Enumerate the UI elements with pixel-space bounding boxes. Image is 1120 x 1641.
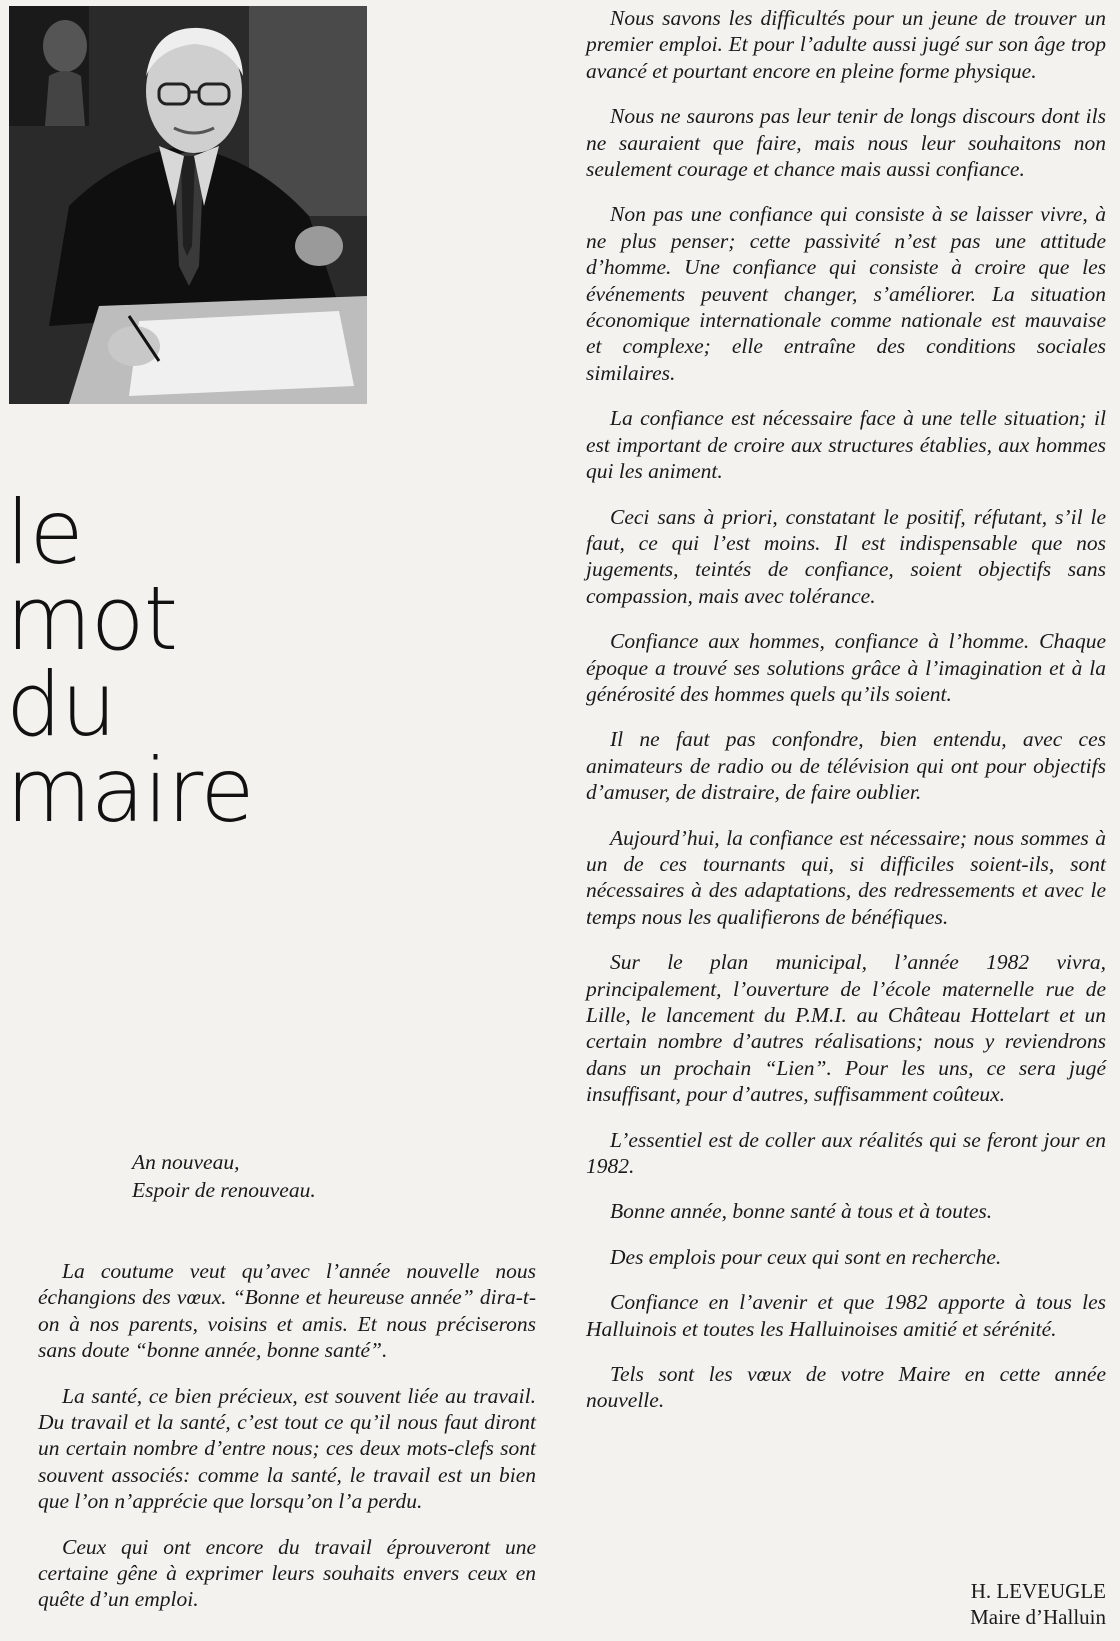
signature-name: H. LEVEUGLE	[970, 1579, 1106, 1603]
title-line: mot	[6, 567, 178, 670]
title-line: le	[6, 481, 83, 584]
paragraph: La coutume veut qu’avec l’année nouvelle nous échangions des vœux. “Bonne et heureuse année” dira-t-on à nos parents, voisins et amis. Et nous préciserons sans doute “bonne année, bonne santé”.	[38, 1259, 536, 1363]
paragraph: Des emplois pour ceux qui sont en recherche.	[610, 1244, 1002, 1269]
paragraph: Sur le plan municipal, l’année 1982 vivra, principalement, l’ouverture de l’école maternelle rue de Lille, le lancement du P.M.I. au Château Hottelart et un certain nombre d’autres réalisations; nous y reviendrons dans un prochain “Lien”. Pour les uns, ce sera jugé insuffisant, pour d’autres, suffisamment coûteux.	[586, 950, 1106, 1107]
epigraph-line: Espoir de renouveau.	[132, 1178, 316, 1202]
paragraph: Aujourd’hui, la confiance est nécessaire; nous sommes à un de ces tournants qui, si difficiles soient-ils, sont nécessaires à des adaptations, des redressements et avec le temps nous les qualifierons de bénéfiques.	[586, 825, 1106, 929]
signature-role: Maire d’Halluin	[970, 1605, 1106, 1629]
epigraph	[132, 1148, 316, 1204]
paragraph: Ceux qui ont encore du travail éprouveront une certaine gêne à exprimer leurs souhaits envers ceux en quête d’un emploi.	[38, 1534, 536, 1612]
signature-block	[970, 1578, 1106, 1630]
title-line: maire	[6, 739, 254, 842]
paragraph: La confiance est nécessaire face à une telle situation; il est important de croire aux structures établies, aux hommes qui les animent.	[586, 406, 1106, 484]
portrait-illustration	[9, 6, 367, 404]
paragraph: La santé, ce bien précieux, est souvent liée au travail. Du travail et la santé, c’est tout ce qu’il nous faut diront un certain nombre d’entre nous; ces deux mots-clefs sont souvent associés: comme la santé, le travail est un bien que l’on n’apprécie que lorsqu’on l’a perdu.	[38, 1383, 536, 1514]
paragraph: Confiance en l’avenir et que 1982 apporte à tous les Halluinois et toutes les Halluinoises amitié et sérénité.	[586, 1290, 1106, 1341]
paragraph: Tels sont les vœux de votre Maire en cette année nouvelle.	[586, 1362, 1106, 1413]
paragraph: L’essentiel est de coller aux réalités qui se feront jour en 1982.	[586, 1127, 1106, 1179]
epigraph-line: An nouveau,	[132, 1150, 240, 1174]
left-column-text	[38, 1258, 536, 1632]
mayor-portrait-photo	[9, 6, 367, 404]
right-column-text	[586, 5, 1106, 1433]
paragraph: Bonne année, bonne santé à tous et à toutes.	[610, 1199, 993, 1224]
paragraph: Nous savons les difficultés pour un jeune de trouver un premier emploi. Et pour l’adulte aussi jugé sur son âge trop avancé et pourtant encore en pleine forme physique.	[586, 6, 1106, 83]
paragraph: Il ne faut pas confondre, bien entendu, avec ces animateurs de radio ou de télévision qui ont pour objectifs d’amuser, de distraire, de faire oublier.	[586, 727, 1106, 805]
paragraph: Ceci sans à priori, constatant le positif, réfutant, s’il le faut, ce qui l’est moins. Il est indispensable que nos jugements, teintés de confiance, soient objectifs sans compassion, mais avec tolérance.	[586, 504, 1106, 608]
paragraph: Nous ne saurons pas leur tenir de longs discours dont ils ne sauraient que faire, mais nous leur souhaitons non seulement courage et chance mais aussi confiance.	[586, 104, 1106, 182]
paragraph: Non pas une confiance qui consiste à se laisser vivre, à ne plus penser; cette passivité n’est pas une attitude d’homme. Une confiance qui consiste à croire que les événements peuvent changer, s’améliorer. La situation économique internationale comme nationale est mauvaise et complexe; elle entraîne des conditions sociales similaires.	[586, 202, 1106, 385]
page-title	[6, 481, 254, 842]
paragraph: Confiance aux hommes, confiance à l’homme. Chaque époque a trouvé ses solutions grâce à l’imagination et à la générosité des hommes quels qu’ils soient.	[586, 629, 1106, 706]
title-line: du	[6, 653, 116, 756]
